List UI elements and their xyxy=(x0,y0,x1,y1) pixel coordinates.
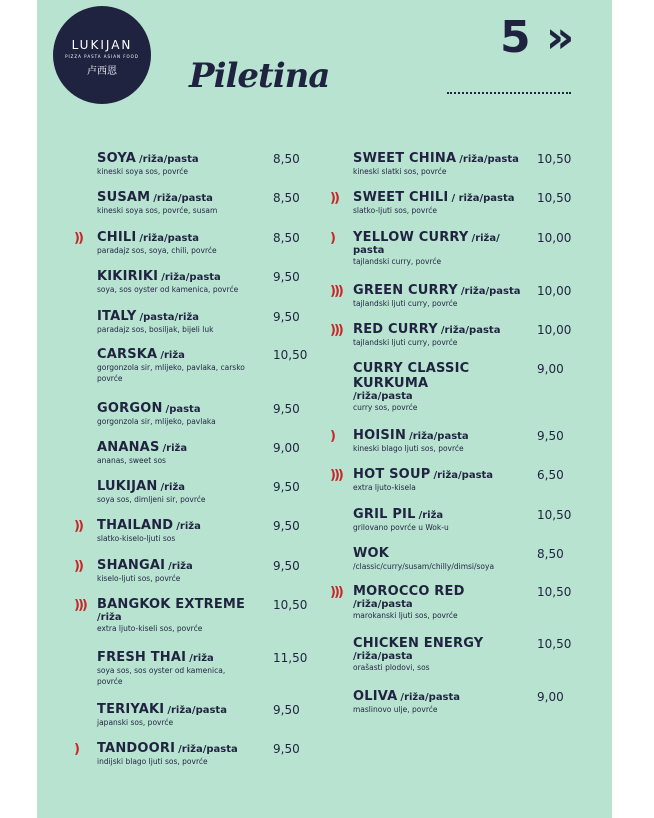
menu-item-description: /classic/curry/susam/chilly/dimsi/soya xyxy=(353,562,495,571)
menu-item-type: /riža/pasta xyxy=(178,744,238,755)
menu-item-type: /riža/pasta xyxy=(460,286,521,297)
menu-item-description: extra ljuto-kiseli sos, povrće xyxy=(97,624,203,633)
menu-item-name: SHANGAI xyxy=(97,558,166,573)
section-title: Piletina xyxy=(189,56,330,96)
chili-pepper-icon: ))) xyxy=(330,284,342,299)
menu-item-price: 9,00 xyxy=(537,362,564,376)
dotted-divider xyxy=(447,92,571,94)
menu-item-name: OLIVA xyxy=(353,689,398,704)
menu-item-description: soya, sos oyster od kamenica, povrće xyxy=(97,285,239,294)
menu-item-type: /pasta/riža xyxy=(139,312,200,323)
menu-item-description: curry sos, povrće xyxy=(353,403,418,412)
menu-item-price: 9,50 xyxy=(273,402,300,416)
logo-title: LUKIJAN xyxy=(71,38,133,52)
menu-item-name-line2: KURKUMA xyxy=(353,376,429,391)
menu-item-name: THAILAND xyxy=(97,518,174,533)
chili-pepper-icon: ))) xyxy=(74,598,86,613)
menu-item-description: marokanski ljuti sos, povrće xyxy=(353,611,458,620)
menu-item-description: slatko-kiselo-ljuti sos xyxy=(97,534,176,543)
menu-item-type: /riža/pasta xyxy=(409,431,469,442)
menu-item-price: 9,00 xyxy=(537,690,564,704)
menu-item-price: 9,50 xyxy=(273,480,300,494)
menu-item-description: kineski blago ljuti sos, povrće xyxy=(353,444,464,453)
menu-item-description: soya sos, dimljeni sir, povrće xyxy=(97,495,206,504)
menu-item-name: YELLOW CURRY xyxy=(353,230,469,245)
menu-item-price: 10,00 xyxy=(537,323,572,337)
menu-item-type: /riža xyxy=(418,510,444,521)
menu-item-description: maslinovo ulje, povrće xyxy=(353,705,438,714)
menu-item-name: SWEET CHILI xyxy=(353,190,449,205)
menu-item-price: 10,00 xyxy=(537,284,572,298)
menu-item-price: 10,50 xyxy=(537,508,572,522)
menu-item-name: HOISIN xyxy=(353,428,407,443)
menu-item-name: CARSKA xyxy=(97,347,158,362)
menu-item-type: /riža xyxy=(160,350,185,361)
menu-page xyxy=(37,0,612,818)
menu-item-type: /riža/pasta xyxy=(138,154,199,165)
menu-item-name: MOROCCO RED xyxy=(353,584,465,599)
menu-item-price: 9,50 xyxy=(273,270,300,284)
menu-item-description: kineski soya sos, povrće, susam xyxy=(97,206,218,215)
logo-chinese-text: 卢西恩 xyxy=(87,66,117,77)
menu-item-description: grilovano povrće u Wok-u xyxy=(353,523,449,532)
menu-item-type: / riža/pasta xyxy=(451,193,515,204)
menu-item-type: /pasta xyxy=(165,404,201,415)
menu-item-type: /riža xyxy=(168,561,193,572)
menu-item-type: /riža xyxy=(189,653,214,664)
menu-item-price: 10,50 xyxy=(273,598,308,612)
menu-item-description: extra ljuto-kisela xyxy=(353,483,416,492)
menu-item-description: japanski sos, povrće xyxy=(97,718,174,727)
menu-item-description: kineski soya sos, povrće xyxy=(97,167,189,176)
chili-pepper-icon: )) xyxy=(330,191,338,206)
logo-subtitle: PIZZA PASTA ASIAN FOOD xyxy=(65,54,139,59)
menu-item-name: HOT SOUP xyxy=(353,467,431,482)
menu-item-type: /riža/pasta xyxy=(139,233,200,244)
menu-item-type-line2: pasta xyxy=(353,245,385,256)
menu-item-name: BANGKOK EXTREME xyxy=(97,597,246,612)
menu-item-price: 9,50 xyxy=(537,429,564,443)
menu-item-description: tajlandski curry, povrće xyxy=(353,257,442,266)
menu-item-name: ITALY xyxy=(97,309,137,324)
menu-item-name: LUKIJAN xyxy=(97,479,158,494)
menu-item-name: GRIL PIL xyxy=(353,507,416,522)
chili-pepper-icon: )) xyxy=(74,519,82,534)
chili-pepper-icon: )) xyxy=(74,559,82,574)
menu-item-type: /riža/pasta xyxy=(153,193,213,204)
menu-item-type-line2: /riža/pasta xyxy=(353,651,413,662)
menu-item-name: CHILI xyxy=(97,230,137,245)
menu-item-name: WOK xyxy=(353,546,390,561)
menu-item-description: povrće xyxy=(97,677,123,686)
menu-item-price: 9,50 xyxy=(273,742,300,756)
lukijan-logo xyxy=(53,6,151,104)
menu-item-type: /riža/ xyxy=(471,233,500,244)
menu-item-type: /riža/pasta xyxy=(161,272,221,283)
chili-pepper-icon: )) xyxy=(74,231,82,246)
menu-item-type-line2: /riža/pasta xyxy=(353,599,413,610)
menu-item-name: TANDOORI xyxy=(97,741,176,756)
menu-item-name: GORGON xyxy=(97,401,163,416)
chili-pepper-icon: ))) xyxy=(330,585,342,600)
menu-item-price: 8,50 xyxy=(273,152,300,166)
menu-item-name: KIKIRIKI xyxy=(97,269,159,284)
menu-item-name: GREEN CURRY xyxy=(353,283,458,298)
menu-item-description: soya sos, sos oyster od kamenica, xyxy=(97,666,226,675)
menu-item-name: ANANAS xyxy=(97,440,160,455)
menu-item-price: 8,50 xyxy=(273,231,300,245)
menu-item-description: povrće xyxy=(97,374,123,383)
menu-item-price: 10,50 xyxy=(537,637,572,651)
menu-item-description: kineski slatki sos, povrće xyxy=(353,167,447,176)
menu-item-price: 6,50 xyxy=(537,468,564,482)
menu-item-description: kiselo-ljuti sos, povrće xyxy=(97,574,181,583)
chili-pepper-icon: ) xyxy=(330,429,334,444)
menu-item-type: /riža/pasta xyxy=(167,705,227,716)
menu-item-description: slatko-ljuti sos, povrće xyxy=(353,206,437,215)
menu-item-name: RED CURRY xyxy=(353,322,438,337)
menu-item-price: 8,50 xyxy=(537,547,564,561)
menu-item-description: orašasti plodovi, sos xyxy=(353,663,430,672)
menu-item-type: /riža/pasta xyxy=(440,325,501,336)
chili-pepper-icon: ) xyxy=(74,742,78,757)
menu-item-price: 10,50 xyxy=(537,152,572,166)
menu-item-price: 10,50 xyxy=(537,585,572,599)
chili-pepper-icon: ))) xyxy=(330,323,342,338)
menu-item-description: tajlandski ljuti curry, povrće xyxy=(353,338,458,347)
menu-item-type: /riža xyxy=(160,482,186,493)
menu-item-price: 9,50 xyxy=(273,310,300,324)
chili-pepper-icon: ) xyxy=(330,231,334,246)
menu-item-name: TERIYAKI xyxy=(97,702,165,717)
menu-item-price: 10,50 xyxy=(537,191,572,205)
menu-item-description: gorgonzola sir, mlijeko, pavlaka xyxy=(97,417,216,426)
menu-item-price: 9,00 xyxy=(273,441,300,455)
menu-item-price: 10,00 xyxy=(537,231,572,245)
menu-item-type: /riža xyxy=(162,443,188,454)
menu-item-name: SWEET CHINA xyxy=(353,151,457,166)
menu-item-name: FRESH THAI xyxy=(97,650,187,665)
menu-item-price: 9,50 xyxy=(273,519,300,533)
menu-item-type: /riža/pasta xyxy=(459,154,519,165)
menu-item-description: gorgonzola sir, mlijeko, pavlaka, carsko xyxy=(97,363,245,372)
menu-item-description: tajlandski ljuti curry, povrće xyxy=(353,299,458,308)
chili-pepper-icon: ))) xyxy=(330,468,342,483)
menu-item-price: 10,50 xyxy=(273,348,308,362)
menu-item-name: CURRY CLASSIC xyxy=(353,361,470,376)
menu-item-price: 11,50 xyxy=(273,651,308,665)
menu-item-description: ananas, sweet sos xyxy=(97,456,166,465)
page-number: 5 » xyxy=(500,12,575,63)
menu-item-name: SOYA xyxy=(97,151,136,166)
menu-item-description: indijski blago ljuti sos, povrće xyxy=(97,757,208,766)
menu-item-type: /riža/pasta xyxy=(400,692,461,703)
menu-item-name: SUSAM xyxy=(97,190,151,205)
menu-item-description: paradajz sos, soya, chili, povrće xyxy=(97,246,217,255)
menu-item-type: /riža/pasta xyxy=(433,470,494,481)
menu-item-price: 9,50 xyxy=(273,703,300,717)
menu-item-type: /riža xyxy=(176,521,201,532)
menu-item-type-line2: /riža xyxy=(97,612,122,623)
menu-item-name: CHICKEN ENERGY xyxy=(353,636,484,651)
menu-item-description: paradajz sos, bosiljak, bijeli luk xyxy=(97,325,214,334)
menu-item-price: 9,50 xyxy=(273,559,300,573)
menu-item-type-line2: /riža/pasta xyxy=(353,391,413,402)
menu-item-price: 8,50 xyxy=(273,191,300,205)
